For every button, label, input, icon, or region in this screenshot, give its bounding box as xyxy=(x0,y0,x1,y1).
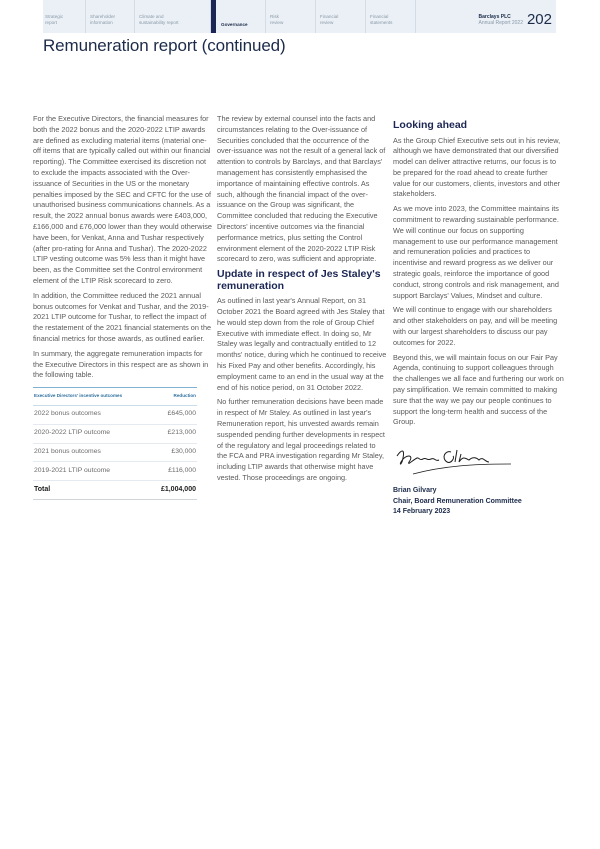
paragraph: As the Group Chief Executive sets out in his review, although we have demonstrated that our diversified model can deliver attractive returns, our focus is to be prepared for the road ahead to create further value for our customers, clients, investors and other stakeholders. xyxy=(393,135,561,199)
nav-label: Climate and xyxy=(139,14,164,19)
table-row xyxy=(33,405,197,424)
total-value: £1,004,000 xyxy=(149,481,197,500)
nav-governance-active[interactable] xyxy=(211,0,266,33)
nav-financial-review[interactable] xyxy=(316,0,366,33)
nav-label: report xyxy=(45,19,58,25)
paragraph: The review by external counsel into the facts and circumstances relating to the Over-issuance of Securities concluded that the occurrence of the over-issuance was not the result of a general lack of attention to controls by Barclays, and that Barclays' management has consistently emphasised the importance of maintaining effective controls. As such, although the financial impact of the over-issuance on the Group was significant, the Committee concluded that reducing the Executive Directors' incentive outcomes via the financial performance metrics, plus setting the Control environment element of the 2020-2022 LTIP Risk scorecard to zero, was sufficient and appropriate. xyxy=(217,114,386,264)
column-2 xyxy=(217,114,387,488)
nav-label: sustainability report xyxy=(139,19,179,25)
section-heading-jes-staley: Update in respect of Jes Staley's remuneration xyxy=(217,268,381,292)
nav-label: Shareholder xyxy=(90,14,116,19)
signatory-role: Chair, Board Remuneration Committee xyxy=(393,497,522,505)
column-1 xyxy=(33,114,213,500)
nav-label: information xyxy=(90,19,113,25)
section-heading-looking-ahead: Looking ahead xyxy=(393,119,468,131)
nav-shareholder-information[interactable] xyxy=(86,0,135,33)
table-total-row xyxy=(33,481,197,500)
paragraph: In addition, the Committee reduced the 2021 annual bonus outcomes for Venkat and Tushar, and the 2019-2021 LTIP outcome for Tushar, to reflect the impact of the restatement of the 2021 financial statements on the financial metrics for those awards, as outlined earlier. xyxy=(33,290,212,343)
row-label: 2022 bonus outcomes xyxy=(33,405,149,424)
row-label: 2021 bonus outcomes xyxy=(33,443,149,462)
signature-date: 14 February 2023 xyxy=(393,508,451,516)
nav-label: Risk xyxy=(270,14,279,19)
brand-subtitle: Annual Report 2022 xyxy=(478,20,523,26)
signatory-name: Brian Gilvary xyxy=(393,487,437,495)
nav-label: Strategic xyxy=(45,14,64,19)
row-value: £116,000 xyxy=(149,462,197,481)
paragraph: In summary, the aggregate remuneration impacts for the Executive Directors in this respect are as shown in the following table. xyxy=(33,348,209,380)
table-row xyxy=(33,443,197,462)
paragraph: We will continue to engage with our shareholders and other stakeholders on pay, and will be meeting with our largest shareholders to discuss our pay outcomes for 2022. xyxy=(393,305,558,347)
nav-label: statements xyxy=(370,19,393,25)
column-header: Executive Directors' incentive outcomes xyxy=(33,388,149,406)
nav-climate-sustainability[interactable] xyxy=(135,0,211,33)
row-value: £30,000 xyxy=(149,443,197,462)
nav-label: Financial xyxy=(370,14,389,19)
row-label: 2020-2022 LTIP outcome xyxy=(33,424,149,443)
nav-label: Financial xyxy=(320,14,339,19)
table-row xyxy=(33,462,197,481)
paragraph: For the Executive Directors, the financial measures for both the 2022 bonus and the 2020-2022 LTIP awards are defined as excluding material items (material one-off items that are typically called out within our financial reporting). The Committee exercised its discretion not to exclude the impacts associated with the Over-issuance of Securities in the US or the monetary penalties imposed by the SEC and CFTC for the use of unauthorised business communications channels. As a result, the 2022 annual bonus awards were £403,000, £166,000 and £76,000 lower than they would otherwise have been, for Venkat, Anna and Tushar respectively (after pro-rating for Anna and Tushar). The 2020-2022 LTIP vesting outcome was 5% less than it might have been, as the Committee set the Control environment element of the LTIP Risk scorecard to zero. xyxy=(33,114,212,285)
nav-strategic-report[interactable] xyxy=(43,0,86,33)
nav-label: review xyxy=(320,19,334,25)
nav-risk-review[interactable] xyxy=(266,0,316,33)
total-label: Total xyxy=(33,481,149,500)
page-title: Remuneration report (continued) xyxy=(43,36,286,55)
nav-label: review xyxy=(270,19,284,25)
paragraph: As we move into 2023, the Committee maintains its commitment to rewarding sustainable performance. We will continue our focus on supporting management to use our performance management and remuneration policies and practices to incentivise and reward progress as we deliver our strategic goals, reinforce the importance of good conduct, strong controls and risk management, and support Barclays' Values, Mindset and culture. xyxy=(393,204,559,300)
paragraph: As outlined in last year's Annual Report, on 31 October 2021 the Board agreed with Jes Staley that he would step down from the role of Group Chief Executive with immediate effect. In doing so, Mr Staley was legally and contractually entitled to 12 months' notice, during which he continued to receive his Fixed Pay and other benefits. Accordingly, his employment came to an end in the usual way at the end of his notice period, on 31 October 2022. xyxy=(217,296,387,392)
row-value: £645,000 xyxy=(149,405,197,424)
brand-name: Barclays PLC xyxy=(478,14,511,20)
table-row xyxy=(33,424,197,443)
brand-block xyxy=(479,14,523,26)
section-navigation xyxy=(43,0,556,33)
row-value: £213,000 xyxy=(149,424,197,443)
signature-image xyxy=(393,442,513,476)
row-label: 2019-2021 LTIP outcome xyxy=(33,462,149,481)
incentive-outcomes-table xyxy=(33,387,197,500)
nav-label: Governance xyxy=(221,22,248,27)
paragraph: No further remuneration decisions have been made in respect of Mr Staley. As outlined in last year's Remuneration report, his unvested awards remain suspended pending further developments in respect of the regulatory and legal proceedings related to the FCA and PRA investigation regarding Mr Staley, including LTIP awards that otherwise might have vested. Those proceedings are ongoing. xyxy=(217,397,385,482)
page-number: 202 xyxy=(526,11,552,28)
paragraph: Beyond this, we will maintain focus on our Fair Pay Agenda, continuing to support colleagues through the challenges we all face and furthering our work on pay simplification. We remain committed to making sure that the way we pay our people continues to support the long-term health and success of the Group. xyxy=(393,352,564,427)
nav-financial-statements[interactable] xyxy=(366,0,416,33)
column-3 xyxy=(393,118,565,518)
table-header-row xyxy=(33,388,197,406)
column-header: Reduction xyxy=(149,388,197,406)
